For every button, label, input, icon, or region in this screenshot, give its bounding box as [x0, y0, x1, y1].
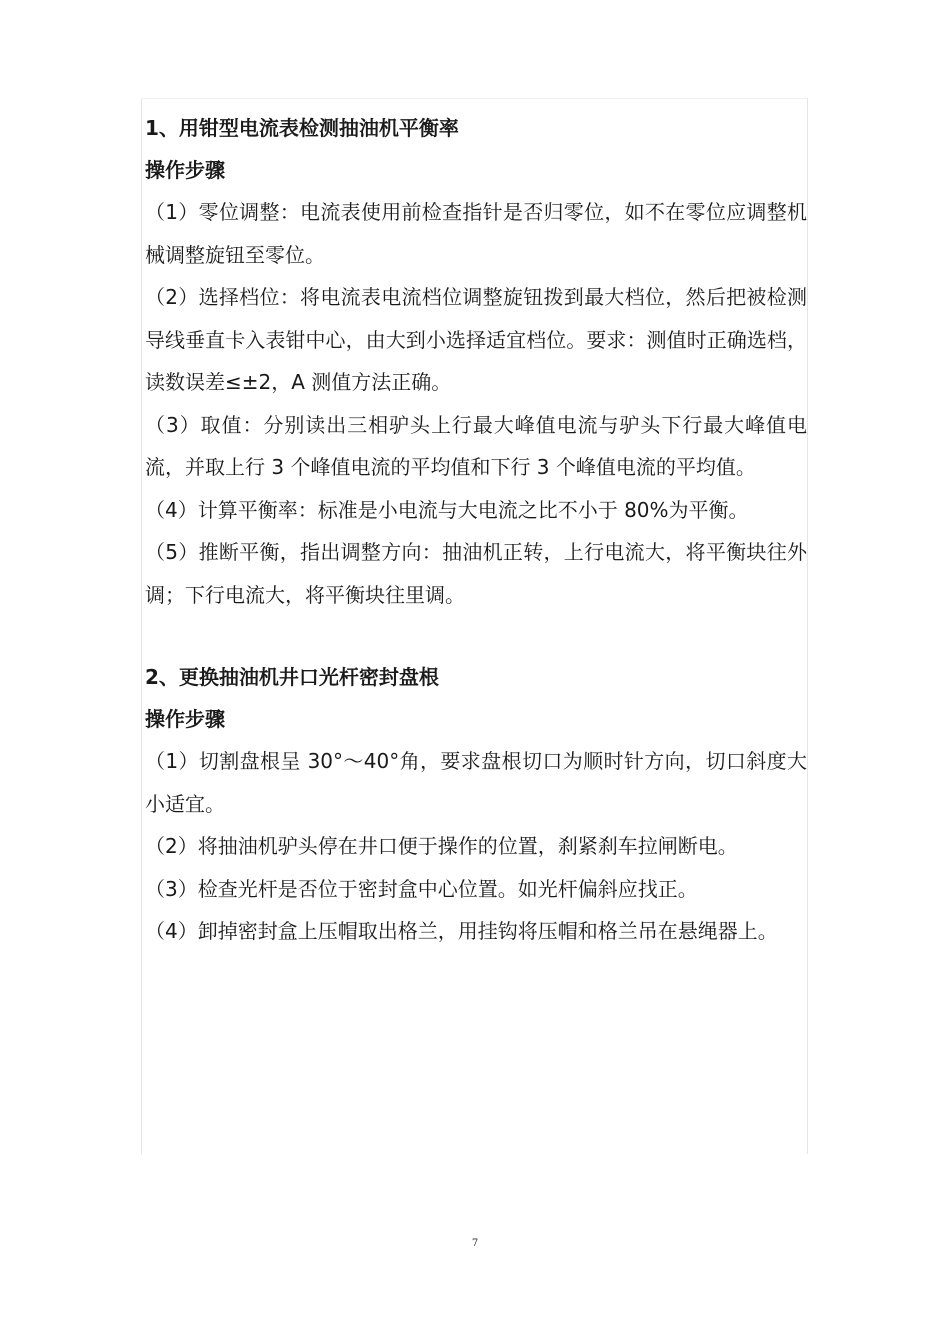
section-balance-rate — [145, 107, 825, 616]
step-item: （4）卸掉密封盒上压帽取出格兰，用挂钩将压帽和格兰吊在悬绳器上。 — [145, 919, 778, 943]
section-subtitle: 操作步骤 — [145, 707, 225, 731]
step-item: （2）将抽油机驴头停在井口便于操作的位置，刹紧刹车拉闸断电。 — [145, 834, 738, 858]
step-item: （3）检查光杆是否位于密封盒中心位置。如光杆偏斜应找正。 — [145, 876, 698, 901]
step-item: （3）取值：分别读出三相驴头上行最大峰值电流与驴头下行最大峰值电流，并取上行 3 个峰值电流的平均值和下行 3 个峰值电流的平均值。 — [145, 412, 807, 479]
section-packing-replacement — [145, 656, 825, 953]
page-number: 7 — [471, 1238, 479, 1249]
step-item: （1）零位调整：电流表使用前检查指针是否归零位，如不在零位应调整机械调整旋钮至零位。 — [145, 200, 807, 267]
document-body — [145, 107, 825, 953]
step-item: （4）计算平衡率：标准是小电流与大电流之比不小于 80%为平衡。 — [145, 497, 749, 522]
step-item: （5）推断平衡，指出调整方向：抽油机正转，上行电流大，将平衡块往外调；下行电流大，将平衡块往里调。 — [145, 540, 807, 607]
section-subtitle: 操作步骤 — [145, 158, 225, 182]
step-item: （1）切割盘根呈 30°～40°角，要求盘根切口为顺时针方向，切口斜度大小适宜。 — [145, 749, 807, 816]
section-title: 2、更换抽油机井口光杆密封盘根 — [145, 665, 439, 689]
section-title: 1、用钳型电流表检测抽油机平衡率 — [145, 116, 459, 140]
step-item: （2）选择档位：将电流表电流档位调整旋钮拨到最大档位，然后把被检测导线垂直卡入表钳中心，由大到小选择适宜档位。要求：测值时正确选档，读数误差≤±2，A 测值方法正确。 — [145, 285, 807, 394]
